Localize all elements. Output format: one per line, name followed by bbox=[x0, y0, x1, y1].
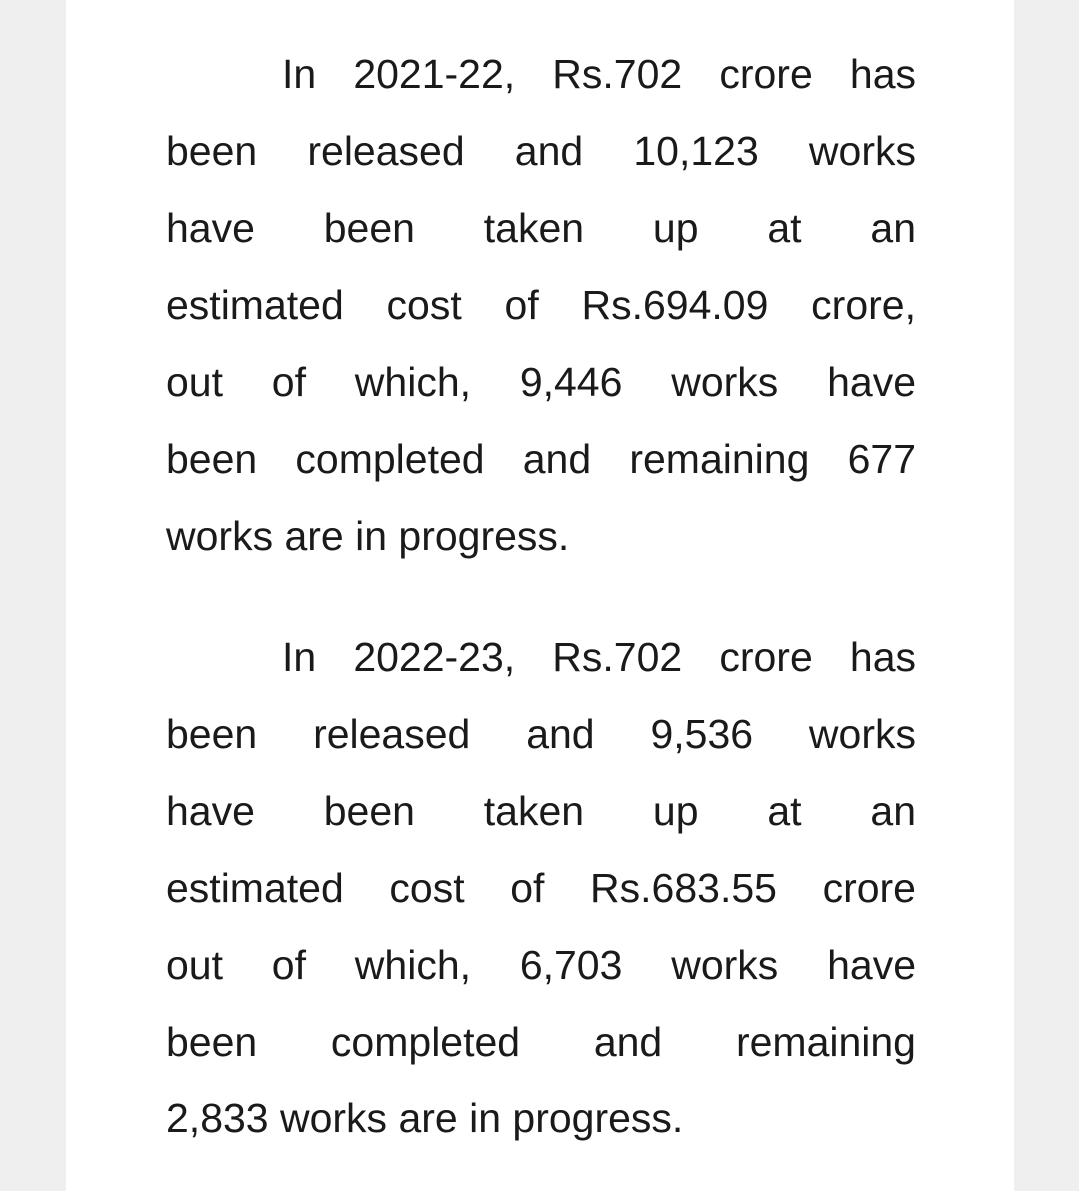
text-line: out of which, 6,703 works have bbox=[166, 942, 916, 988]
text-line: have been taken up at an bbox=[166, 205, 916, 251]
text-line: been released and 9,536 works bbox=[166, 711, 916, 757]
text-line: 2,833 works are in progress. bbox=[166, 1095, 684, 1141]
text-line: works are in progress. bbox=[166, 513, 570, 559]
text-line: estimated cost of Rs.694.09 crore, bbox=[166, 282, 916, 328]
text-line: estimated cost of Rs.683.55 crore bbox=[166, 865, 916, 911]
text-line: been released and 10,123 works bbox=[166, 128, 916, 174]
text-line: been completed and remaining bbox=[166, 1019, 916, 1065]
text-line: have been taken up at an bbox=[166, 788, 916, 834]
document-page bbox=[66, 0, 1014, 1191]
text-line: In 2022-23, Rs.702 crore has bbox=[282, 634, 916, 680]
text-line: out of which, 9,446 works have bbox=[166, 359, 916, 405]
text-line: In 2021-22, Rs.702 crore has bbox=[282, 51, 916, 97]
text-line: been completed and remaining 677 bbox=[166, 436, 916, 482]
